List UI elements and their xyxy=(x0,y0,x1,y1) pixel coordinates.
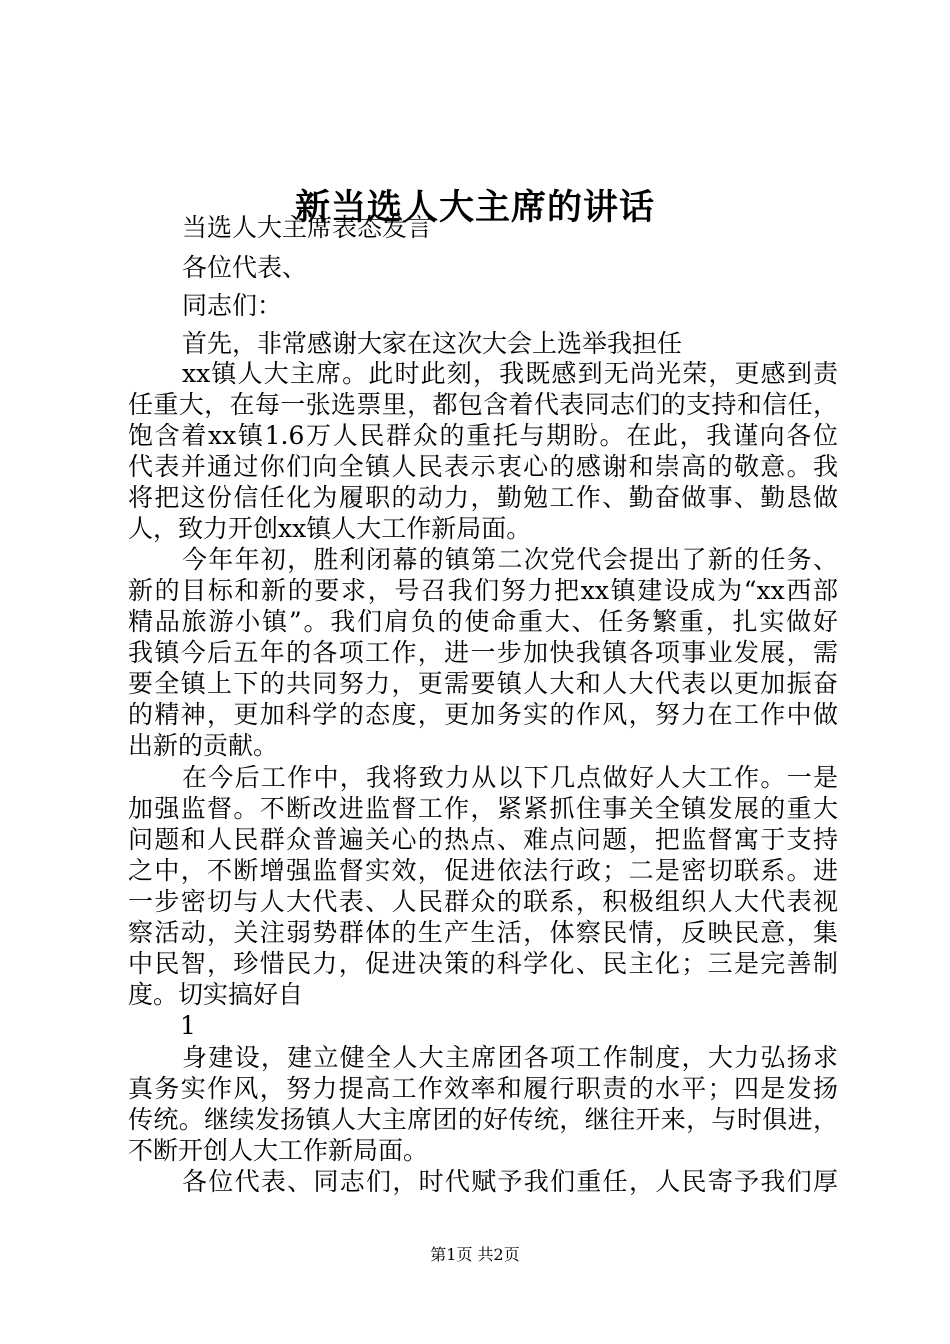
paragraph-line: 今年年初，胜利闭幕的镇第二次党代会提出了新的任务、 xyxy=(182,545,838,574)
page-footer: 第1页 共2页 xyxy=(430,1245,520,1264)
paragraph-line: 真务实作风，努力提高工作效率和履行职责的水平；四是发扬 xyxy=(128,1074,838,1103)
paragraph-line: 将把这份信任化为履职的动力，勤勉工作、勤奋做事、勤恳做 xyxy=(128,483,838,512)
paragraph-line: 新的目标和新的要求，号召我们努力把xx镇建设成为“xx西部 xyxy=(128,576,838,605)
paragraph-line: 首先，非常感谢大家在这次大会上选举我担任 xyxy=(182,329,683,358)
paragraph-line: 中民智，珍惜民力，促进决策的科学化、民主化；三是完善制 xyxy=(128,949,838,978)
paragraph-line: 度。切实搞好自 xyxy=(128,980,304,1009)
paragraph-line: 问题和人民群众普遍关心的热点、难点问题，把监督寓于支持 xyxy=(128,825,838,854)
paragraph-line: 当选人大主席表态发言 xyxy=(182,213,433,242)
inline-page-number: 1 xyxy=(180,1011,196,1040)
paragraph-line: 察活动，关注弱势群体的生产生活，体察民情，反映民意，集 xyxy=(128,918,838,947)
paragraph-line: 要全镇上下的共同努力，更需要镇人大和人大代表以更加振奋 xyxy=(128,669,838,698)
paragraph-line: 之中，不断增强监督实效，促进依法行政；二是密切联系。进 xyxy=(128,856,838,885)
paragraph-line: 传统。继续发扬镇人大主席团的好传统，继往开来，与时俱进， xyxy=(128,1105,838,1134)
paragraph-line: 一步密切与人大代表、人民群众的联系，积极组织人大代表视 xyxy=(128,887,838,916)
paragraph-line: 的精神，更加科学的态度，更加务实的作风，努力在工作中做 xyxy=(128,700,838,729)
document-title: 新当选人大主席的讲话 xyxy=(294,187,655,228)
paragraph-line: 身建设，建立健全人大主席团各项工作制度，大力弘扬求 xyxy=(182,1043,838,1072)
paragraph-line: 人，致力开创xx镇人大工作新局面。 xyxy=(128,514,532,543)
paragraph-line: 各位代表、 xyxy=(182,253,308,282)
paragraph-line: 同志们： xyxy=(182,291,283,320)
paragraph-line: 出新的贡献。 xyxy=(128,731,279,760)
paragraph-line: 加强监督。不断改进监督工作，紧紧抓住事关全镇发展的重大 xyxy=(128,794,838,823)
paragraph-line: 精品旅游小镇”。我们肩负的使命重大、任务繁重，扎实做好 xyxy=(128,607,838,636)
paragraph-line: 任重大，在每一张选票里，都包含着代表同志们的支持和信任， xyxy=(128,390,838,419)
paragraph-line: 在今后工作中，我将致力从以下几点做好人大工作。一是 xyxy=(182,763,838,792)
paragraph-line: 代表并通过你们向全镇人民表示衷心的感谢和崇高的敬意。我 xyxy=(128,452,838,481)
paragraph-line: 各位代表、同志们，时代赋予我们重任，人民寄予我们厚 xyxy=(182,1167,838,1196)
paragraph-line: 我镇今后五年的各项工作，进一步加快我镇各项事业发展，需 xyxy=(128,638,838,667)
paragraph-line: xx镇人大主席。此时此刻，我既感到无尚光荣，更感到责 xyxy=(182,359,838,388)
paragraph-line: 不断开创人大工作新局面。 xyxy=(128,1136,429,1165)
paragraph-line: 饱含着xx镇1.6万人民群众的重托与期盼。在此，我谨向各位 xyxy=(128,421,838,450)
